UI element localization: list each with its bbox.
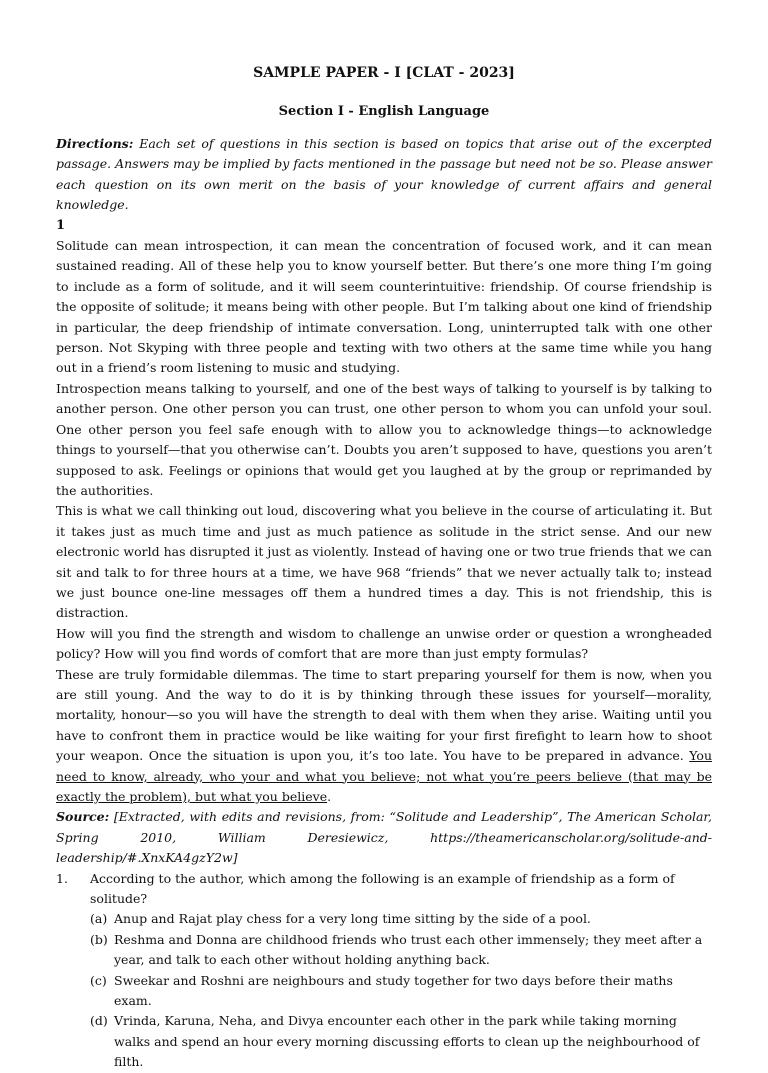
option-d: [90, 1011, 712, 1072]
option-label: (b): [90, 931, 108, 947]
question-1: [56, 869, 712, 910]
question-text: According to the author, which among the following is an example of friendship as a form of solitude?: [90, 870, 675, 907]
option-text: Anup and Rajat play chess for a very long time sitting by the side of a pool.: [114, 911, 591, 927]
directions-label: Directions:: [56, 136, 134, 151]
option-label: (a): [90, 911, 108, 927]
option-label: (d): [90, 1013, 108, 1029]
passage-paragraph-1: Solitude can mean introspection, it can mean the concentration of focused work, and it can mean sustained reading. All of these help you to know yourself better. But there’s one more thing I’m going to include as a form of solitude, and it will seem counterintuitive: friendship. Of course friendship is the opposite of solitude; it means being with other people. But I’m talking about one kind of friendship in particular, the deep friendship of intimate conversation. Long, uninterrupted talk with one other person. Not Skyping with three people and texting with two others at the same time while you hang out in a friend’s room listening to music and studying.: [56, 238, 712, 376]
passage-paragraph-4: How will you find the strength and wisdom to challenge an unwise order or question a wrongheaded policy? How will you find words of comfort that are more than just empty formulas?: [56, 625, 712, 662]
underlined-sentence: You need to know, already, who your and what you believe; not what you’re peers believe (that may be exactly the problem), but what you believe: [56, 748, 712, 804]
source-label: Source:: [56, 809, 110, 825]
question-number: 1.: [56, 870, 68, 886]
passage-number: 1: [56, 217, 66, 233]
option-label: (c): [90, 972, 107, 988]
option-text: Reshma and Donna are childhood friends who trust each other immensely; they meet after a year, and talk to each other without holding anything back.: [114, 931, 703, 968]
directions: [56, 134, 712, 216]
passage-paragraph-5: [56, 665, 712, 808]
paragraph-5-end: .: [327, 789, 332, 804]
option-c: [90, 971, 712, 1012]
source-citation: [56, 807, 712, 868]
option-text: Sweekar and Roshni are neighbours and study together for two days before their maths exam.: [114, 972, 673, 1009]
paragraph-5-text: These are truly formidable dilemmas. The time to start preparing yourself for them is now, when you are still young. And the way to do it is by thinking through these issues for yourself—morality, mortality, honour—so you will have the strength to deal with them when they arise. Waiting until you have to confront them in practice would be like waiting for your first firefight to learn how to shoot your weapon. Once the situation is upon you, it’s too late. You have to be prepared in advance.: [56, 666, 712, 764]
option-text: Vrinda, Karuna, Neha, and Divya encounter each other in the park while taking morning walks and spend an hour every morning discussing efforts to clean up the neighbourhood of filth.: [114, 1013, 700, 1070]
source-text: [Extracted, with edits and revisions, from: “Solitude and Leadership”, The American Scholar, Spring 2010, William Deresiewicz, https://theamericanscholar.org/solitude-and-leadership/#.XnxKA4gzY2w]: [56, 809, 712, 866]
passage-paragraph-2: Introspection means talking to yourself, and one of the best ways of talking to yourself is by talking to another person. One other person you can trust, one other person to whom you can unfold your soul. One other person you feel safe enough with to allow you to acknowledge things—to acknowledge things to yourself—that you otherwise can’t. Doubts you aren’t supposed to have, questions you aren’t supposed to ask. Feelings or opinions that would get you laughed at by the group or reprimanded by the authorities.: [56, 380, 712, 498]
paper-title: SAMPLE PAPER - I [CLAT - 2023]: [253, 65, 515, 81]
passage-paragraph-3: This is what we call thinking out loud, discovering what you believe in the course of articulating it. But it takes just as much time and just as much patience as solitude in the strict sense. And our new electronic world has disrupted it just as violently. Instead of having one or two true friends that we can sit and talk to for three hours at a time, we have 968 “friends” that we never actually talk to; instead we just bounce one-line messages off them a hundred times a day. This is not friendship, this is distraction.: [56, 503, 712, 621]
option-b: [90, 930, 712, 971]
section-title: Section I - English Language: [278, 104, 490, 119]
directions-text: Each set of questions in this section is based on topics that arise out of the excerpted passage. Answers may be implied by facts mentioned in the passage but need not be so. Please answer each question on its own merit on the basis of your knowledge of current affairs and general knowledge.: [56, 136, 712, 213]
option-a: [90, 909, 712, 929]
